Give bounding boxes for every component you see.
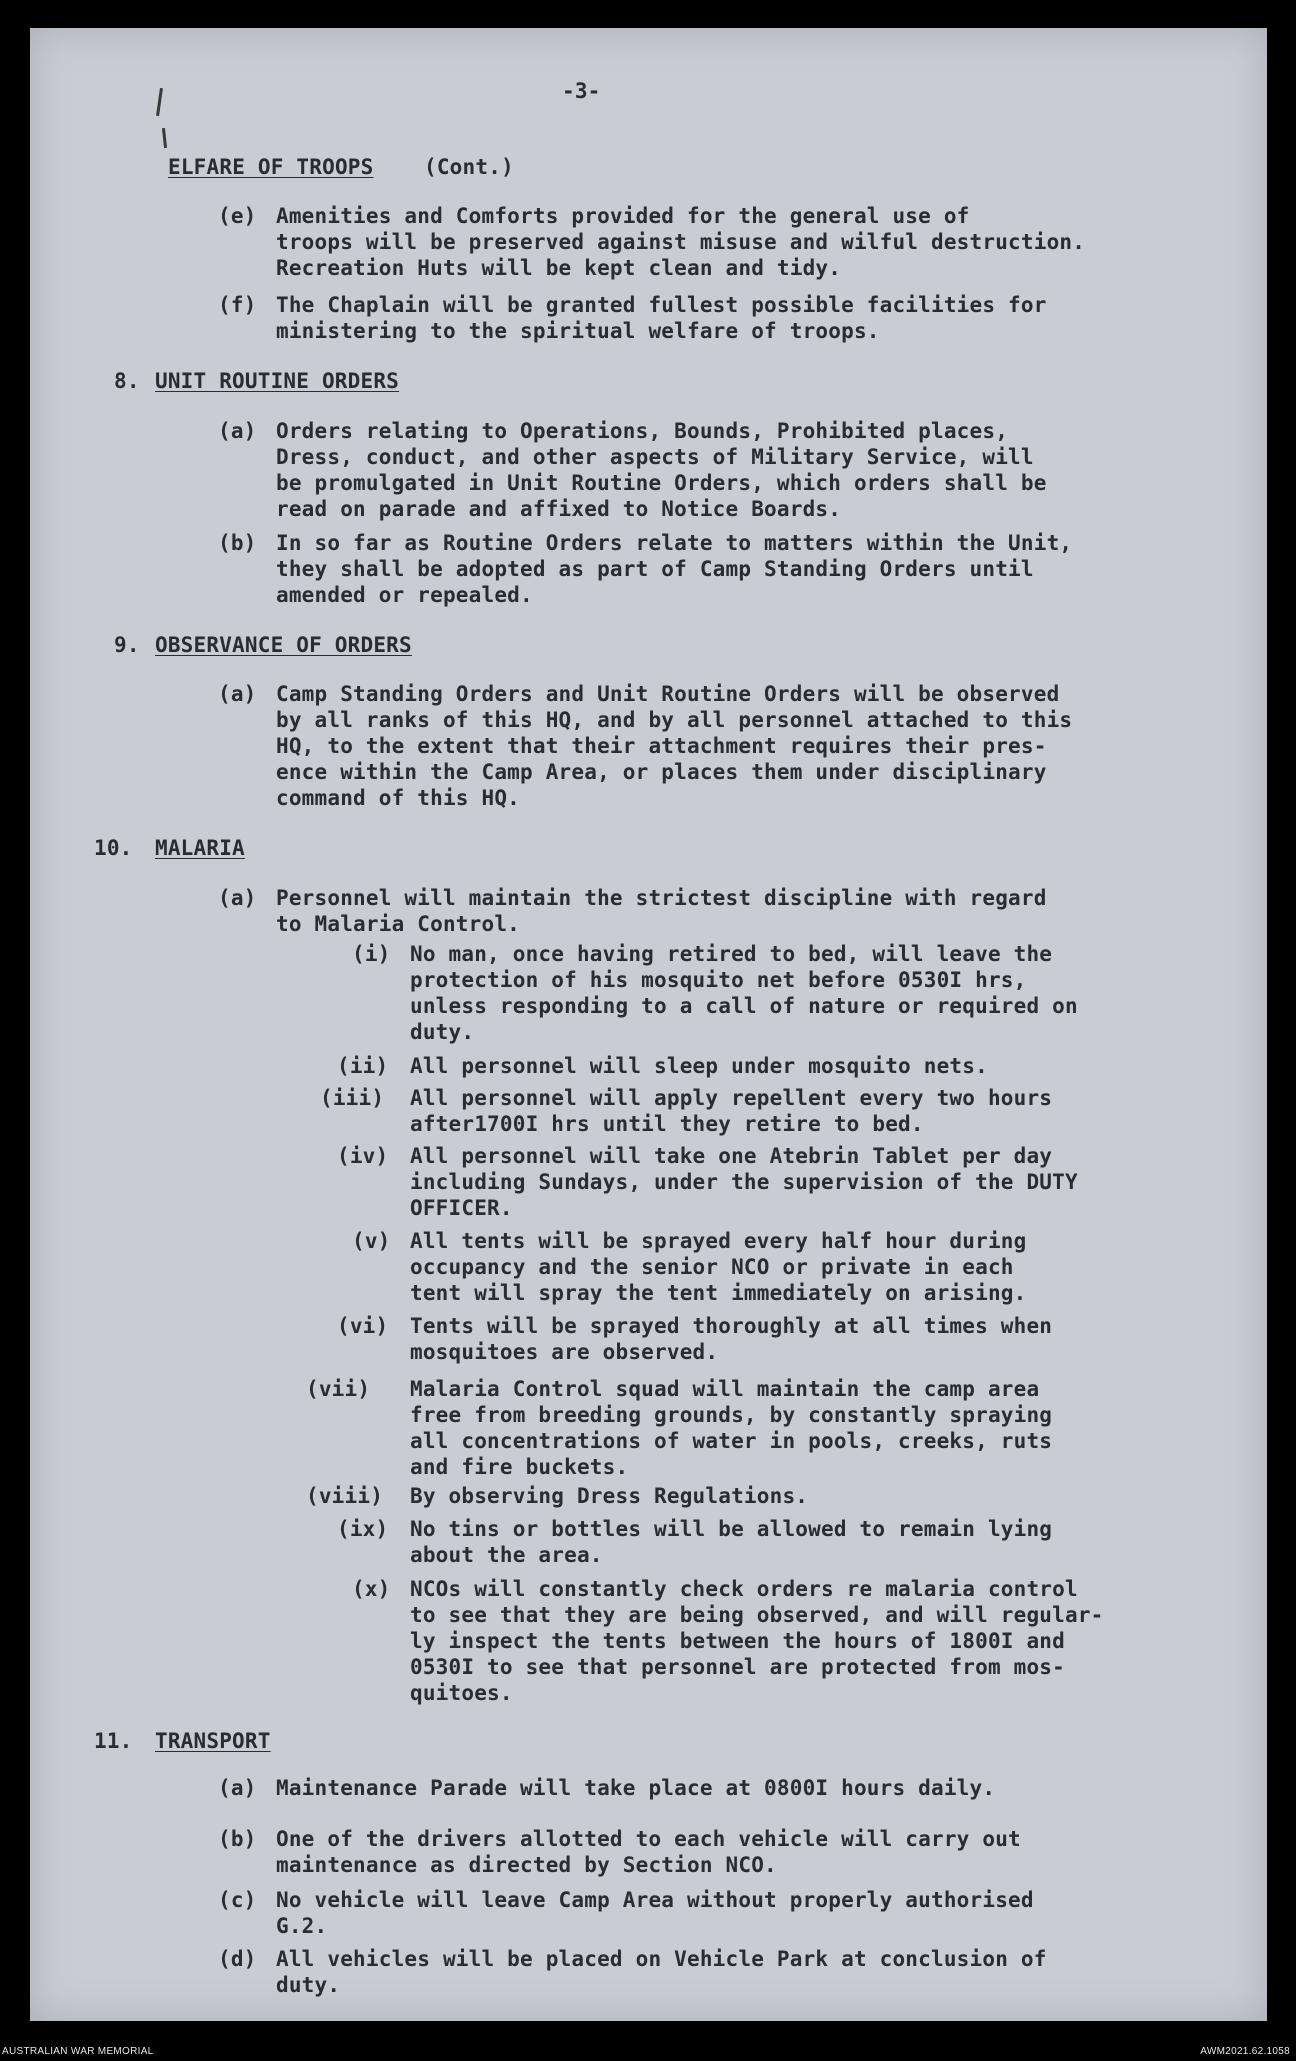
paragraph: Maintenance Parade will take place at 0800I hours daily. [276,1776,996,1800]
section-9-heading: OBSERVANCE OF ORDERS [155,633,412,657]
subitem-text: Malaria Control squad will maintain the camp area free from breeding grounds, by constantly spraying all concentrations of water in pools, creeks, ruts and fire buckets. [410,1377,1053,1479]
paragraph: In so far as Routine Orders relate to matters within the Unit, they shall be adopted as part of Camp Standing Orders until amended or repealed. [276,531,1073,607]
item-label: (a) [218,682,257,706]
subitem-text: All tents will be sprayed every half hour during occupancy and the senior NCO or private in each tent will spray the tent immediately on arising. [410,1229,1027,1305]
paragraph: No vehicle will leave Camp Area without properly authorised G.2. [276,1888,1034,1938]
footer-archive-name: AUSTRALIAN WAR MEMORIAL [2,2046,154,2057]
section-number: 9. [114,633,140,657]
item-label: (a) [218,419,257,443]
paragraph: One of the drivers allotted to each vehicle will carry out maintenance as directed by Section NCO. [276,1827,1021,1877]
staple-mark [162,128,167,148]
subitem-text: Tents will be sprayed thoroughly at all times when mosquitoes are observed. [410,1314,1053,1364]
item-label: (f) [218,293,257,317]
subitem-label: (vi) [337,1314,389,1338]
subitem-label: (iii) [320,1086,385,1110]
subitem-text: NCOs will constantly check orders re malaria control to see that they are being observed, and will regular- ly inspect the tents between the hours of 1800I and 0530I to see that personnel are protected from mos- quitoes. [410,1577,1104,1705]
subitem-label: (x) [352,1577,391,1601]
subitem-text: No man, once having retired to bed, will leave the protection of his mosquito net before 0530I hrs, unless responding to a call of nature or required on duty. [410,942,1078,1044]
item-label: (d) [218,1947,257,1971]
subitem-label: (viii) [306,1484,384,1508]
subitem-label: (ii) [337,1054,389,1078]
section-8-heading: UNIT ROUTINE ORDERS [155,369,400,393]
item-label: (b) [218,531,257,555]
paragraph: Amenities and Comforts provided for the general use of troops will be preserved against misuse and wilful destruction. Recreation Huts will be kept clean and tidy. [276,204,1086,280]
item-label: (a) [218,1776,257,1800]
section-10-heading: MALARIA [155,836,245,860]
paragraph: All vehicles will be placed on Vehicle Park at conclusion of duty. [276,1947,1047,1997]
section-number: 11. [94,1729,133,1753]
item-label: (b) [218,1827,257,1851]
section-7-heading-suffix: (Cont.) [424,155,514,179]
page-number: -3- [562,79,601,103]
section-number: 10. [94,836,133,860]
subitem-label: (i) [352,942,391,966]
subitem-label: (iv) [337,1144,389,1168]
item-label: (e) [218,204,257,228]
section-11-heading: TRANSPORT [155,1729,271,1753]
subitem-label: (v) [352,1229,391,1253]
section-number: 8. [114,369,140,393]
item-label: (a) [218,886,257,910]
paragraph: Personnel will maintain the strictest discipline with regard to Malaria Control. [276,886,1047,936]
subitem-label: (ix) [337,1517,389,1541]
paragraph: Camp Standing Orders and Unit Routine Orders will be observed by all ranks of this HQ, and by all personnel attached to this HQ, to the extent that their attachment requires their pres- ence within the Camp Area, or places them under disciplinary command of this HQ. [276,682,1073,810]
paragraph: The Chaplain will be granted fullest possible facilities for ministering to the spiritual welfare of troops. [276,293,1047,343]
subitem-text: By observing Dress Regulations. [410,1484,809,1508]
staple-mark [156,88,163,116]
subitem-text: No tins or bottles will be allowed to remain lying about the area. [410,1517,1053,1567]
subitem-text: All personnel will take one Atebrin Tablet per day including Sundays, under the supervision of the DUTY OFFICER. [410,1144,1078,1220]
subitem-text: All personnel will sleep under mosquito nets. [410,1054,988,1078]
subitem-text: All personnel will apply repellent every two hours after1700I hrs until they retire to bed. [410,1086,1053,1136]
section-7-heading: ELFARE OF TROOPS [168,155,374,179]
paragraph: Orders relating to Operations, Bounds, Prohibited places, Dress, conduct, and other aspects of Military Service, will be promulgated in Unit Routine Orders, which orders shall be read on parade and affixed to Notice Boards. [276,419,1047,521]
item-label: (c) [218,1888,257,1912]
subitem-label: (vii) [306,1377,371,1401]
footer-accession-number: AWM2021.62.1058 [1200,2046,1290,2057]
